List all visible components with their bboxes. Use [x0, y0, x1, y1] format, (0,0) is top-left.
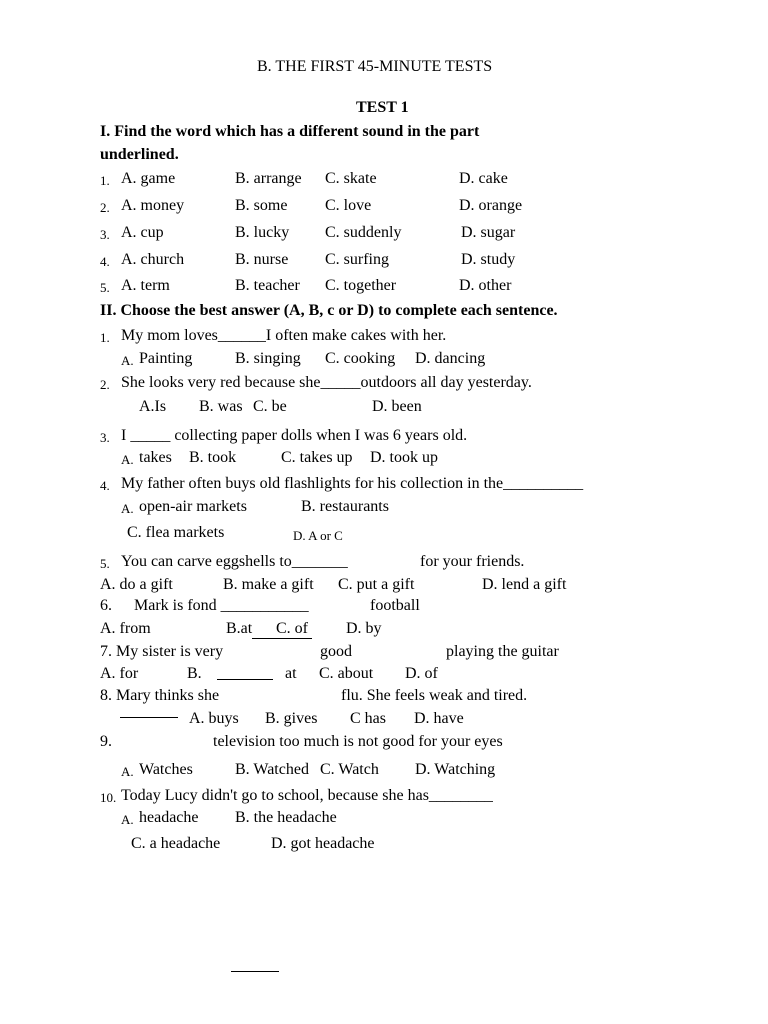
question-number: 9. — [100, 733, 112, 750]
option-a: Painting — [139, 350, 193, 367]
option-d: D. sugar — [461, 224, 516, 241]
option-b: B. — [187, 665, 202, 682]
stray-blank-line — [231, 971, 279, 972]
option-c: C. suddenly — [325, 224, 402, 241]
option-a-letter: A. — [121, 501, 134, 516]
option-c: C. takes up — [281, 449, 353, 466]
option-d: D. took up — [370, 449, 438, 466]
option-c: C. flea markets — [127, 524, 225, 541]
option-d: D. by — [346, 620, 382, 637]
option-b: B. Watched — [235, 761, 309, 778]
section-title: B. THE FIRST 45-MINUTE TESTS — [257, 58, 493, 75]
option-d: D. been — [372, 398, 422, 415]
question-stem: She looks very red because she_____outdoors all day yesterday. — [121, 374, 532, 391]
option-b: B. teacher — [235, 277, 300, 294]
option-a: takes — [139, 449, 172, 466]
option-d: D. got headache — [271, 835, 375, 852]
question-number: 2. — [100, 377, 110, 392]
option-c: C. be — [253, 398, 287, 415]
option-a: A. from — [100, 620, 151, 637]
part1-instruction: I. Find the word which has a different sound in the part — [100, 123, 480, 140]
option-b: B. took — [189, 449, 237, 466]
option-c: C. surfing — [325, 251, 389, 268]
option-c: C has — [350, 710, 386, 727]
option-b: B. singing — [235, 350, 301, 367]
question-stem-end: flu. She feels weak and tired. — [341, 687, 528, 704]
option-a: open-air markets — [139, 498, 247, 515]
option-d: D. Watching — [415, 761, 496, 778]
option-a: Watches — [139, 761, 193, 778]
option-c: C. a headache — [131, 835, 221, 852]
question-stem: television too much is not good for your eyes — [213, 733, 503, 750]
question-number: 6. — [100, 597, 112, 614]
answer-blank-line — [120, 717, 178, 718]
option-c: C. cooking — [325, 350, 396, 367]
question-stem-mid: good — [320, 643, 352, 660]
option-b: B. arrange — [235, 170, 302, 187]
option-b: B. restaurants — [301, 498, 389, 515]
option-b: B.at — [226, 620, 253, 637]
item-number: 5. — [100, 280, 110, 295]
question-stem: I _____ collecting paper dolls when I was 6 years old. — [121, 427, 468, 444]
option-a: A. buys — [189, 710, 239, 727]
option-a: A. cup — [121, 224, 164, 241]
question-number: 4. — [100, 478, 110, 493]
option-a: A.Is — [139, 398, 167, 415]
question-stem: My mom loves______I often make cakes with her. — [121, 327, 447, 344]
option-b: B. some — [235, 197, 288, 214]
option-c: C. of — [276, 620, 308, 637]
question-stem: 7. My sister is very — [100, 643, 224, 660]
item-number: 2. — [100, 200, 110, 215]
option-a-letter: A. — [121, 812, 134, 827]
option-b-word: at — [285, 665, 297, 682]
option-d: D. dancing — [415, 350, 486, 367]
part1-instruction-cont: underlined. — [100, 146, 179, 163]
option-a-letter: A. — [121, 764, 134, 779]
question-stem-end: playing the guitar — [446, 643, 559, 660]
option-a-letter: A. — [121, 353, 134, 368]
option-a-letter: A. — [121, 452, 134, 467]
option-b: B. make a gift — [223, 576, 314, 593]
option-a: A. money — [121, 197, 185, 214]
option-d: D. A or C — [293, 528, 343, 543]
option-a: A. game — [121, 170, 176, 187]
item-number: 3. — [100, 227, 110, 242]
item-number: 4. — [100, 254, 110, 269]
option-d: D. lend a gift — [482, 576, 567, 593]
option-d: D. study — [461, 251, 516, 268]
option-a: A. do a gift — [100, 576, 173, 593]
option-a: A. church — [121, 251, 185, 268]
option-c: C. about — [319, 665, 374, 682]
option-b: B. was — [199, 398, 243, 415]
option-d: D. other — [459, 277, 512, 294]
option-a: A. for — [100, 665, 139, 682]
answer-blank-line — [258, 638, 308, 639]
option-d: D. have — [414, 710, 464, 727]
option-d: D. orange — [459, 197, 523, 214]
option-c: C. Watch — [320, 761, 379, 778]
question-number: 3. — [100, 430, 110, 445]
question-number: 5. — [100, 556, 110, 571]
question-stem-end: football — [370, 597, 420, 614]
option-d: D. cake — [459, 170, 508, 187]
part2-instruction: II. Choose the best answer (A, B, c or D) to complete each sentence. — [100, 302, 558, 319]
question-stem: You can carve eggshells to_______ — [121, 553, 348, 570]
question-stem: 8. Mary thinks she — [100, 687, 220, 704]
option-c: C. love — [325, 197, 372, 214]
test-title: TEST 1 — [356, 99, 409, 116]
option-c: C. put a gift — [338, 576, 415, 593]
option-b: B. lucky — [235, 224, 290, 241]
option-c: C. together — [325, 277, 397, 294]
option-c: C. skate — [325, 170, 377, 187]
question-number: 10. — [100, 790, 117, 805]
option-a: A. term — [121, 277, 170, 294]
option-d: D. of — [405, 665, 438, 682]
question-number: 1. — [100, 330, 110, 345]
answer-blank-line — [217, 679, 273, 680]
option-b: B. gives — [265, 710, 318, 727]
option-b: B. the headache — [235, 809, 337, 826]
question-stem-end: for your friends. — [420, 553, 525, 570]
question-stem: My father often buys old flashlights for his collection in the__________ — [121, 475, 584, 492]
item-number: 1. — [100, 173, 110, 188]
option-a: headache — [139, 809, 199, 826]
option-b: B. nurse — [235, 251, 289, 268]
question-stem: Today Lucy didn't go to school, because she has________ — [121, 787, 493, 804]
question-stem: Mark is fond ___________ — [134, 597, 309, 614]
